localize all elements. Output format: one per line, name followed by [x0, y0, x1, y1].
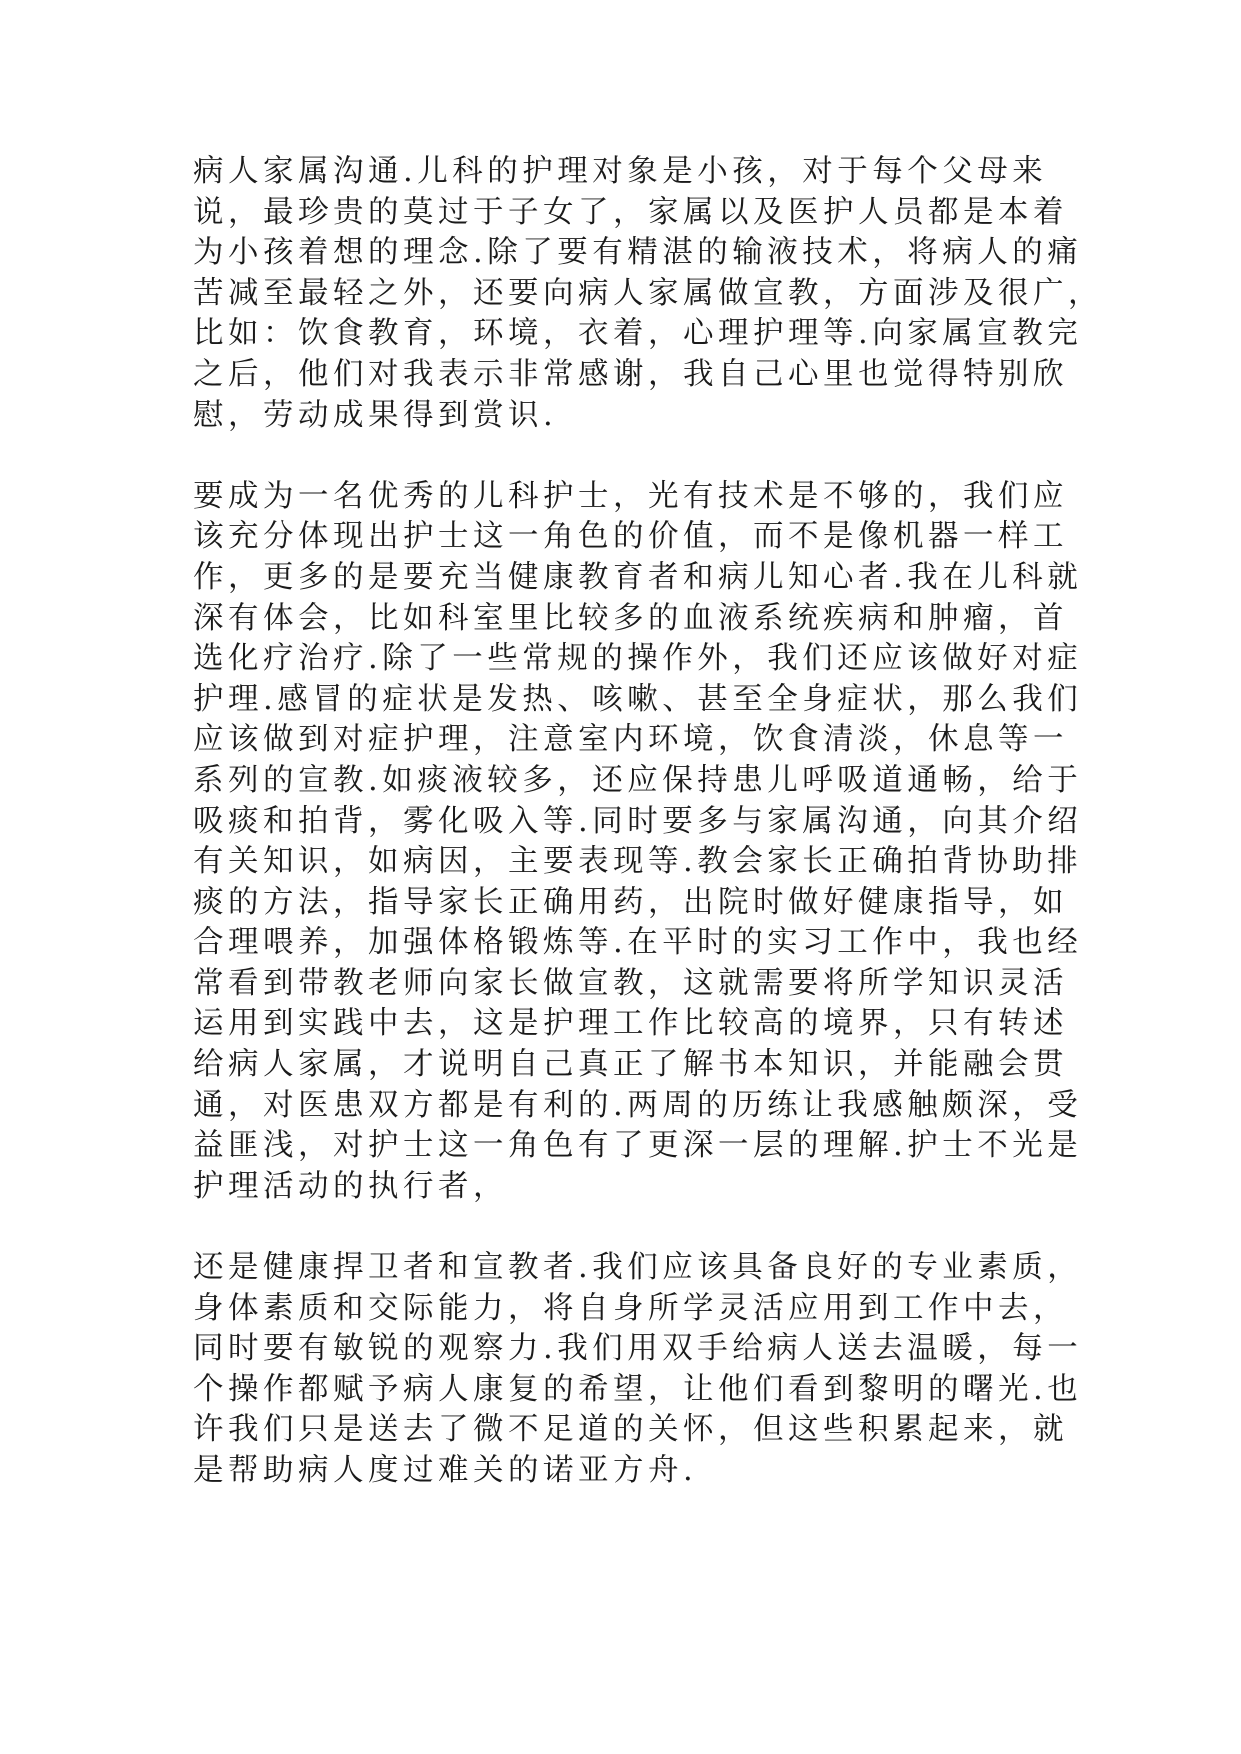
text-line: 应该做到对症护理，注意室内环境，饮食清淡，休息等一 — [193, 722, 1068, 758]
text-line: 许我们只是送去了微不足道的关怀，但这些积累起来，就 — [193, 1412, 1068, 1448]
text-line: 有关知识，如病因，主要表现等.教会家长正确拍背协助排 — [193, 844, 1083, 880]
text-line: 身体素质和交际能力，将自身所学灵活应用到工作中去， — [193, 1290, 1068, 1326]
paragraph-1 — [193, 152, 1103, 436]
text-line: 选化疗治疗.除了一些常规的操作外，我们还应该做好对症 — [193, 641, 1083, 677]
text-line: 痰的方法，指导家长正确用药，出院时做好健康指导，如 — [193, 884, 1068, 920]
text-line: 合理喂养，加强体格锻炼等.在平时的实习工作中，我也经 — [193, 925, 1083, 961]
text-line: 为小孩着想的理念.除了要有精湛的输液技术，将病人的痛 — [193, 235, 1083, 271]
text-line: 个操作都赋予病人康复的希望，让他们看到黎明的曙光.也 — [193, 1371, 1083, 1407]
paragraph-3 — [193, 1248, 1083, 1492]
text-line: 护理活动的执行者， — [193, 1168, 508, 1204]
text-line: 该充分体现出护士这一角色的价值，而不是像机器一样工 — [193, 519, 1068, 555]
text-line: 病人家属沟通.儿科的护理对象是小孩，对于每个父母来 — [193, 154, 1048, 189]
paragraph-2 — [193, 477, 1083, 1208]
text-line: 作，更多的是要充当健康教育者和病儿知心者.我在儿科就 — [193, 559, 1083, 595]
text-line: 说，最珍贵的莫过于子女了，家属以及医护人员都是本着 — [193, 194, 1068, 230]
text-line: 常看到带教老师向家长做宣教，这就需要将所学知识灵活 — [193, 965, 1068, 1001]
text-line: 通，对医患双方都是有利的.两周的历练让我感触颇深，受 — [193, 1087, 1083, 1123]
text-line: 同时要有敏锐的观察力.我们用双手给病人送去温暖，每一 — [193, 1331, 1083, 1367]
text-line: 益匪浅，对护士这一角色有了更深一层的理解.护士不光是 — [193, 1128, 1083, 1164]
paragraph-gap — [193, 436, 1053, 477]
text-line: 慰，劳动成果得到赏识. — [193, 397, 558, 433]
text-line: 比如：饮食教育，环境，衣着，心理护理等.向家属宣教完 — [193, 316, 1083, 352]
text-line: 吸痰和拍背，雾化吸入等.同时要多与家属沟通，向其介绍 — [193, 803, 1083, 839]
text-line: 深有体会，比如科室里比较多的血液系统疾病和肿瘤，首 — [193, 600, 1068, 636]
text-line: 给病人家属，才说明自己真正了解书本知识，并能融会贯 — [193, 1047, 1068, 1083]
text-line: 系列的宣教.如痰液较多，还应保持患儿呼吸道通畅，给于 — [193, 762, 1083, 798]
text-line: 之后，他们对我表示非常感谢，我自己心里也觉得特别欣 — [193, 356, 1068, 392]
text-line: 苦减至最轻之外，还要向病人家属做宣教，方面涉及很广， — [193, 275, 1103, 311]
paragraph-gap — [193, 1207, 1053, 1248]
text-line: 要成为一名优秀的儿科护士，光有技术是不够的，我们应 — [193, 478, 1068, 514]
text-line: 运用到实践中去，这是护理工作比较高的境界，只有转述 — [193, 1006, 1068, 1042]
text-line: 还是健康捍卫者和宣教者.我们应该具备良好的专业素质， — [193, 1250, 1083, 1286]
document-page — [193, 152, 1103, 1492]
text-line: 护理.感冒的症状是发热、咳嗽、甚至全身症状，那么我们 — [193, 681, 1083, 717]
text-line: 是帮助病人度过难关的诺亚方舟. — [193, 1453, 698, 1488]
